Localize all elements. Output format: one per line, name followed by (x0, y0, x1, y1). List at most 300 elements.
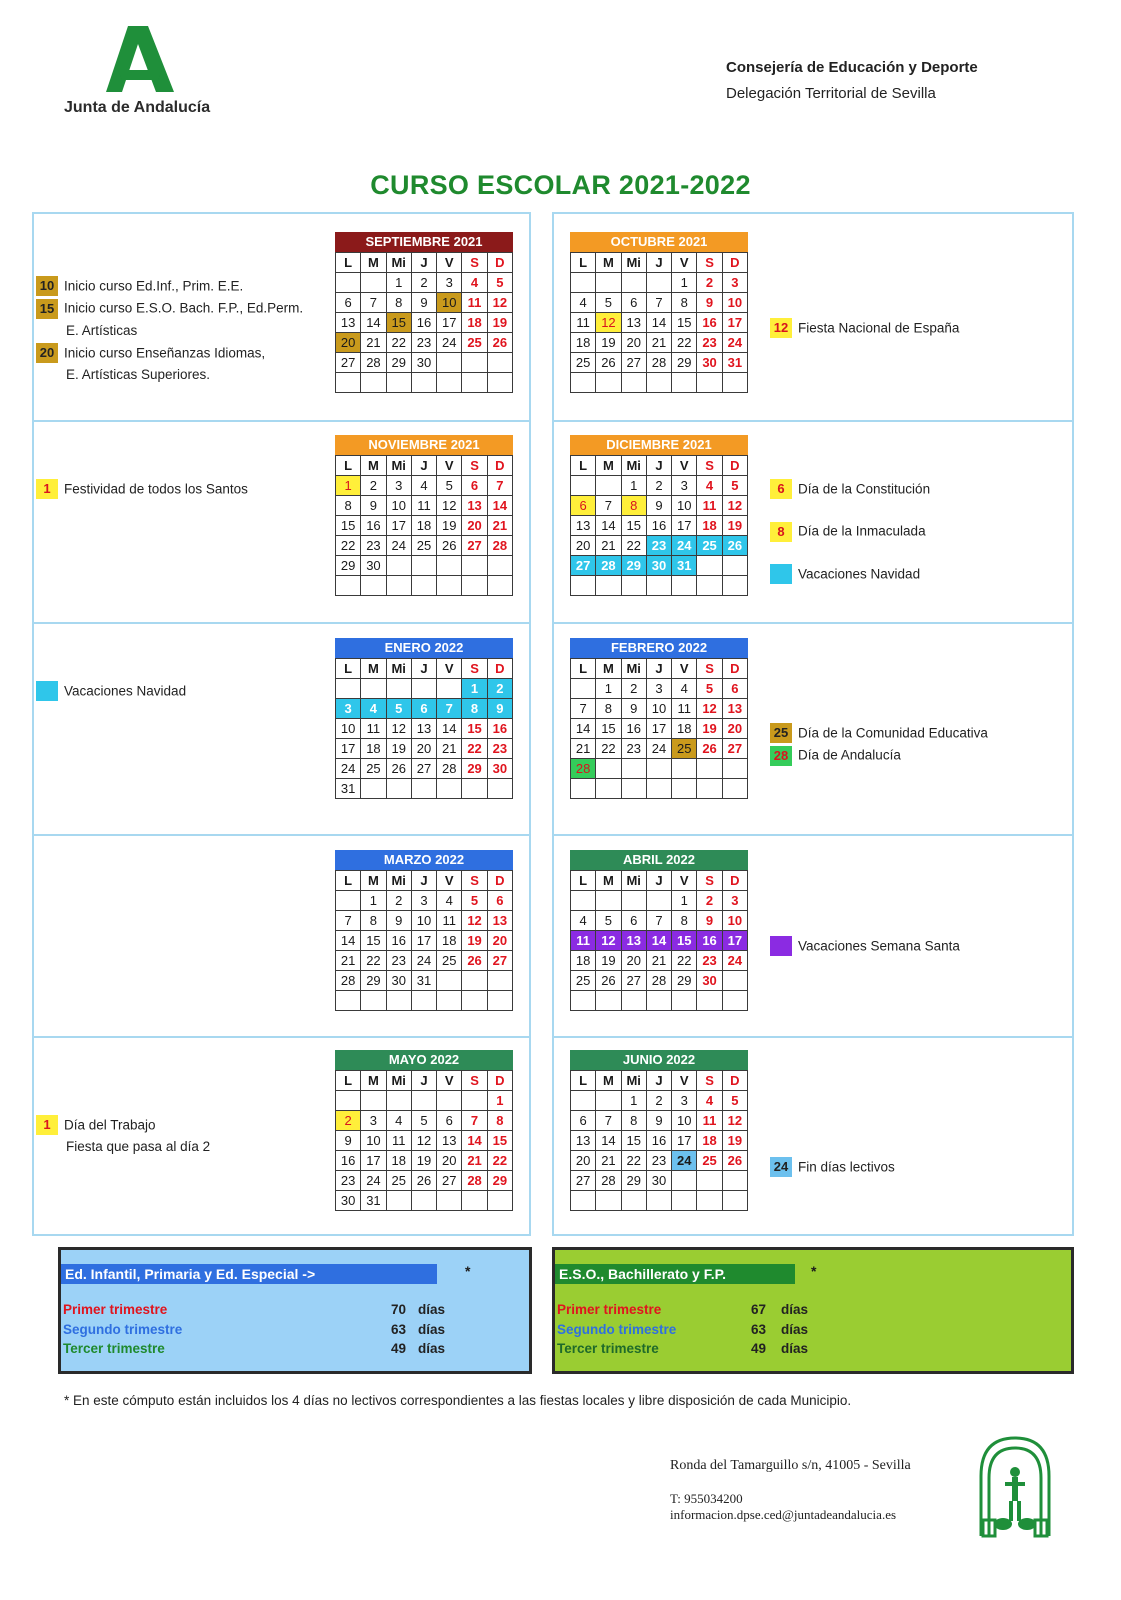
empty-day-cell (672, 779, 697, 799)
junta-andalucia-logo-icon (104, 24, 176, 94)
day-cell: 13 (462, 496, 487, 516)
day-cell: 24 (672, 1151, 697, 1171)
weekday-label: J (646, 871, 671, 891)
weekday-label: V (672, 456, 697, 476)
day-cell: 19 (462, 931, 487, 951)
summary-row-value: 63 (751, 1322, 767, 1337)
day-cell: 10 (722, 293, 747, 313)
day-cell: 22 (487, 1151, 512, 1171)
day-cell: 26 (697, 739, 722, 759)
empty-day-cell (697, 779, 722, 799)
empty-day-cell (697, 556, 722, 576)
legend-item (770, 722, 988, 744)
day-cell: 19 (596, 951, 621, 971)
day-cell: 1 (487, 1091, 512, 1111)
day-cell: 2 (361, 476, 386, 496)
weekday-label: S (462, 871, 487, 891)
day-cell: 6 (621, 293, 646, 313)
empty-day-cell (487, 779, 512, 799)
weekday-label: L (571, 456, 596, 476)
legend-text: Vacaciones Semana Santa (798, 938, 960, 954)
calendar-grid (335, 1070, 513, 1211)
weekday-label: Mi (621, 1071, 646, 1091)
day-cell: 26 (437, 536, 462, 556)
day-cell: 22 (621, 536, 646, 556)
day-cell: 27 (722, 739, 747, 759)
legend-text: Día del Trabajo (64, 1117, 156, 1133)
day-cell: 30 (411, 353, 436, 373)
day-cell: 4 (672, 679, 697, 699)
day-cell: 5 (487, 273, 512, 293)
weekday-label: M (596, 456, 621, 476)
weekday-label: M (596, 1071, 621, 1091)
empty-day-cell (571, 1191, 596, 1211)
weekday-label: S (697, 253, 722, 273)
empty-day-cell (487, 1191, 512, 1211)
weekday-label: D (722, 456, 747, 476)
empty-day-cell (621, 779, 646, 799)
day-cell: 16 (646, 516, 671, 536)
weekday-label: V (437, 871, 462, 891)
day-cell: 3 (361, 1111, 386, 1131)
day-cell: 11 (672, 699, 697, 719)
legend-text-cont: Fiesta que pasa al día 2 (66, 1139, 211, 1155)
empty-day-cell (437, 679, 462, 699)
day-cell: 27 (621, 353, 646, 373)
day-cell: 9 (646, 1111, 671, 1131)
day-cell: 26 (411, 1171, 436, 1191)
legend-nov (36, 478, 248, 500)
day-cell: 18 (672, 719, 697, 739)
empty-day-cell (621, 373, 646, 393)
legend-item (36, 275, 303, 297)
day-cell: 23 (386, 951, 411, 971)
empty-day-cell (487, 576, 512, 596)
legend-item (770, 744, 988, 766)
day-cell: 23 (411, 333, 436, 353)
day-cell: 14 (462, 1131, 487, 1151)
day-cell: 21 (596, 1151, 621, 1171)
empty-day-cell (437, 556, 462, 576)
empty-day-cell (487, 556, 512, 576)
day-cell: 15 (596, 719, 621, 739)
phone: T: 955034200 (670, 1491, 743, 1506)
summary-primary-star: * (465, 1263, 471, 1279)
day-cell: 1 (462, 679, 487, 699)
day-cell: 21 (437, 739, 462, 759)
day-cell: 27 (621, 971, 646, 991)
legend-text: Día de la Constitución (798, 481, 931, 497)
day-cell: 15 (361, 931, 386, 951)
day-cell: 16 (697, 313, 722, 333)
weekday-label: M (596, 871, 621, 891)
day-cell: 20 (571, 1151, 596, 1171)
legend-chip (36, 681, 58, 701)
day-cell: 8 (361, 911, 386, 931)
day-cell: 12 (386, 719, 411, 739)
day-cell: 30 (697, 353, 722, 373)
empty-day-cell (697, 1191, 722, 1211)
summary-row-unit: días (781, 1341, 809, 1356)
day-cell: 2 (621, 679, 646, 699)
day-cell: 5 (596, 911, 621, 931)
day-cell: 6 (571, 1111, 596, 1131)
day-cell: 29 (487, 1171, 512, 1191)
day-cell: 24 (646, 739, 671, 759)
day-cell: 18 (361, 739, 386, 759)
empty-day-cell (672, 1171, 697, 1191)
day-cell: 12 (596, 313, 621, 333)
day-cell: 28 (646, 971, 671, 991)
day-cell: 15 (487, 1131, 512, 1151)
day-cell: 11 (462, 293, 487, 313)
month-title: SEPTIEMBRE 2021 (335, 232, 513, 252)
empty-day-cell (361, 273, 386, 293)
legend-item (770, 935, 960, 957)
day-cell: 31 (411, 971, 436, 991)
month-title: FEBRERO 2022 (570, 638, 748, 658)
day-cell: 25 (672, 739, 697, 759)
empty-day-cell (621, 1191, 646, 1211)
weekday-label: Mi (621, 253, 646, 273)
weekday-label: V (437, 253, 462, 273)
weekday-label: V (437, 1071, 462, 1091)
weekday-label: L (336, 456, 361, 476)
day-cell: 24 (437, 333, 462, 353)
day-cell: 21 (646, 333, 671, 353)
day-cell: 8 (621, 1111, 646, 1131)
day-cell: 7 (487, 476, 512, 496)
weekday-label: M (596, 253, 621, 273)
weekday-label: Mi (386, 1071, 411, 1091)
summary-row-value: 63 (391, 1322, 407, 1337)
day-cell: 6 (487, 891, 512, 911)
summary-primary-heading: Ed. Infantil, Primaria y Ed. Especial -> (61, 1264, 437, 1284)
legend-chip: 24 (770, 1157, 792, 1177)
day-cell: 8 (596, 699, 621, 719)
summary-row-label: Primer trimestre (63, 1302, 168, 1317)
weekday-label: V (437, 659, 462, 679)
summary-row-value: 49 (751, 1341, 767, 1356)
weekday-label: Mi (386, 456, 411, 476)
day-cell: 28 (571, 759, 596, 779)
empty-day-cell (571, 991, 596, 1011)
day-cell: 11 (437, 911, 462, 931)
day-cell: 20 (462, 516, 487, 536)
day-cell: 11 (386, 1131, 411, 1151)
day-cell: 21 (361, 333, 386, 353)
day-cell: 14 (361, 313, 386, 333)
weekday-label: J (411, 253, 436, 273)
day-cell: 2 (487, 679, 512, 699)
day-cell: 16 (386, 931, 411, 951)
weekday-label: V (672, 1071, 697, 1091)
weekday-label: L (336, 659, 361, 679)
empty-day-cell (596, 891, 621, 911)
day-cell: 17 (672, 516, 697, 536)
day-cell: 14 (336, 931, 361, 951)
legend-item (770, 520, 930, 542)
empty-day-cell (462, 576, 487, 596)
day-cell: 1 (386, 273, 411, 293)
summary-row-label: Tercer trimestre (557, 1341, 659, 1356)
day-cell: 3 (411, 891, 436, 911)
day-cell: 28 (437, 759, 462, 779)
legend-text: Fin días lectivos (798, 1159, 895, 1175)
empty-day-cell (722, 779, 747, 799)
month-title: ENERO 2022 (335, 638, 513, 658)
legend-chip: 1 (36, 479, 58, 499)
day-cell: 30 (697, 971, 722, 991)
day-cell: 15 (336, 516, 361, 536)
empty-day-cell (697, 1171, 722, 1191)
weekday-label: J (646, 659, 671, 679)
day-cell: 24 (361, 1171, 386, 1191)
legend-chip: 12 (770, 318, 792, 338)
weekday-label: D (722, 659, 747, 679)
month-calendar-ene (335, 638, 513, 799)
day-cell: 2 (697, 891, 722, 911)
weekday-label: S (697, 659, 722, 679)
day-cell: 9 (646, 496, 671, 516)
day-cell: 27 (437, 1171, 462, 1191)
day-cell: 7 (462, 1111, 487, 1131)
empty-day-cell (722, 1171, 747, 1191)
day-cell: 6 (437, 1111, 462, 1131)
weekday-label: V (437, 456, 462, 476)
day-cell: 31 (722, 353, 747, 373)
weekday-label: Mi (386, 659, 411, 679)
empty-day-cell (646, 273, 671, 293)
weekday-label: Mi (621, 659, 646, 679)
day-cell: 22 (672, 951, 697, 971)
day-cell: 13 (336, 313, 361, 333)
month-title: OCTUBRE 2021 (570, 232, 748, 252)
day-cell: 10 (722, 911, 747, 931)
day-cell: 15 (672, 931, 697, 951)
day-cell: 15 (386, 313, 411, 333)
empty-day-cell (336, 1091, 361, 1111)
day-cell: 17 (386, 516, 411, 536)
empty-day-cell (361, 991, 386, 1011)
page-title: CURSO ESCOLAR 2021-2022 (370, 170, 751, 200)
weekday-label: D (487, 659, 512, 679)
calendar-grid (570, 870, 748, 1011)
day-cell: 31 (361, 1191, 386, 1211)
empty-day-cell (386, 779, 411, 799)
legend-item (36, 680, 186, 702)
day-cell: 27 (571, 1171, 596, 1191)
day-cell: 11 (571, 313, 596, 333)
day-cell: 10 (672, 1111, 697, 1131)
day-cell: 29 (386, 353, 411, 373)
day-cell: 11 (697, 1111, 722, 1131)
day-cell: 28 (646, 353, 671, 373)
summary-row-value: 70 (391, 1302, 407, 1317)
day-cell: 2 (646, 1091, 671, 1111)
empty-day-cell (487, 353, 512, 373)
empty-day-cell (336, 891, 361, 911)
legend-item (36, 297, 303, 319)
legend-abr (770, 935, 960, 957)
day-cell: 24 (722, 333, 747, 353)
day-cell: 18 (697, 516, 722, 536)
weekday-label: L (571, 1071, 596, 1091)
legend-item (770, 317, 959, 339)
day-cell: 3 (722, 891, 747, 911)
empty-day-cell (462, 353, 487, 373)
day-cell: 19 (411, 1151, 436, 1171)
day-cell: 20 (487, 931, 512, 951)
day-cell: 14 (437, 719, 462, 739)
empty-day-cell (596, 1091, 621, 1111)
andalucia-seal-icon (975, 1432, 1055, 1540)
day-cell: 25 (361, 759, 386, 779)
day-cell: 22 (386, 333, 411, 353)
day-cell: 12 (722, 496, 747, 516)
weekday-label: S (462, 253, 487, 273)
day-cell: 30 (646, 1171, 671, 1191)
empty-day-cell (571, 576, 596, 596)
empty-day-cell (571, 891, 596, 911)
day-cell: 8 (462, 699, 487, 719)
day-cell: 30 (386, 971, 411, 991)
empty-day-cell (697, 759, 722, 779)
empty-day-cell (621, 576, 646, 596)
weekday-label: S (697, 1071, 722, 1091)
legend-text: Inicio curso Enseñanzas Idiomas, (64, 345, 266, 361)
weekday-label: S (697, 871, 722, 891)
day-cell: 23 (487, 739, 512, 759)
day-cell: 22 (596, 739, 621, 759)
day-cell: 10 (336, 719, 361, 739)
empty-day-cell (411, 556, 436, 576)
day-cell: 12 (697, 699, 722, 719)
day-cell: 6 (462, 476, 487, 496)
day-cell: 30 (646, 556, 671, 576)
day-cell: 2 (646, 476, 671, 496)
month-title: ABRIL 2022 (570, 850, 748, 870)
weekday-label: M (361, 659, 386, 679)
day-cell: 21 (596, 536, 621, 556)
weekday-label: S (462, 1071, 487, 1091)
day-cell: 4 (571, 911, 596, 931)
day-cell: 4 (462, 273, 487, 293)
day-cell: 3 (672, 1091, 697, 1111)
weekday-label: D (722, 871, 747, 891)
day-cell: 26 (722, 1151, 747, 1171)
day-cell: 18 (571, 951, 596, 971)
empty-day-cell (336, 991, 361, 1011)
weekday-label: J (411, 871, 436, 891)
legend-chip: 1 (36, 1115, 58, 1135)
day-cell: 9 (336, 1131, 361, 1151)
day-cell: 9 (487, 699, 512, 719)
empty-day-cell (386, 556, 411, 576)
day-cell: 26 (487, 333, 512, 353)
day-cell: 3 (386, 476, 411, 496)
legend-chip: 28 (770, 746, 792, 766)
empty-day-cell (487, 991, 512, 1011)
empty-day-cell (462, 991, 487, 1011)
day-cell: 9 (697, 911, 722, 931)
legend-sep (36, 275, 303, 386)
day-cell: 7 (646, 911, 671, 931)
day-cell: 4 (697, 476, 722, 496)
day-cell: 14 (487, 496, 512, 516)
legend-chip (770, 936, 792, 956)
empty-day-cell (361, 1091, 386, 1111)
weekday-label: D (487, 253, 512, 273)
day-cell: 10 (411, 911, 436, 931)
day-cell: 12 (722, 1111, 747, 1131)
day-cell: 14 (571, 719, 596, 739)
day-cell: 17 (361, 1151, 386, 1171)
summary-row-unit: días (418, 1322, 446, 1337)
legend-text: Inicio curso Ed.Inf., Prim. E.E. (64, 278, 244, 294)
day-cell: 23 (697, 951, 722, 971)
delegation-name: Delegación Territorial de Sevilla (726, 85, 936, 102)
day-cell: 27 (411, 759, 436, 779)
day-cell: 17 (722, 313, 747, 333)
legend-item (36, 478, 248, 500)
day-cell: 20 (621, 333, 646, 353)
empty-day-cell (437, 1091, 462, 1111)
month-title: DICIEMBRE 2021 (570, 435, 748, 455)
day-cell: 13 (621, 313, 646, 333)
empty-day-cell (621, 991, 646, 1011)
day-cell: 15 (672, 313, 697, 333)
day-cell: 23 (361, 536, 386, 556)
legend-feb (770, 722, 988, 767)
day-cell: 5 (722, 1091, 747, 1111)
weekday-label: L (571, 253, 596, 273)
day-cell: 7 (646, 293, 671, 313)
empty-day-cell (672, 373, 697, 393)
empty-day-cell (386, 576, 411, 596)
day-cell: 14 (646, 313, 671, 333)
day-cell: 24 (336, 759, 361, 779)
weekday-label: D (722, 1071, 747, 1091)
day-cell: 17 (722, 931, 747, 951)
legend-chip: 25 (770, 723, 792, 743)
empty-day-cell (596, 373, 621, 393)
day-cell: 5 (437, 476, 462, 496)
day-cell: 8 (487, 1111, 512, 1131)
month-title: MAYO 2022 (335, 1050, 513, 1070)
calendar-grid (570, 1070, 748, 1211)
summary-row-label: Segundo trimestre (557, 1322, 677, 1337)
empty-day-cell (596, 576, 621, 596)
day-cell: 7 (596, 496, 621, 516)
day-cell: 20 (722, 719, 747, 739)
day-cell: 22 (462, 739, 487, 759)
legend-may (36, 1114, 210, 1158)
day-cell: 21 (487, 516, 512, 536)
empty-day-cell (672, 991, 697, 1011)
org-name: Junta de Andalucía (64, 99, 211, 116)
empty-day-cell (437, 1191, 462, 1211)
weekday-label: V (672, 871, 697, 891)
empty-day-cell (596, 476, 621, 496)
empty-day-cell (571, 373, 596, 393)
month-calendar-mar (335, 850, 513, 1011)
weekday-label: J (646, 456, 671, 476)
day-cell: 28 (336, 971, 361, 991)
day-cell: 1 (596, 679, 621, 699)
day-cell: 6 (722, 679, 747, 699)
summary-row-value: 67 (751, 1302, 767, 1317)
